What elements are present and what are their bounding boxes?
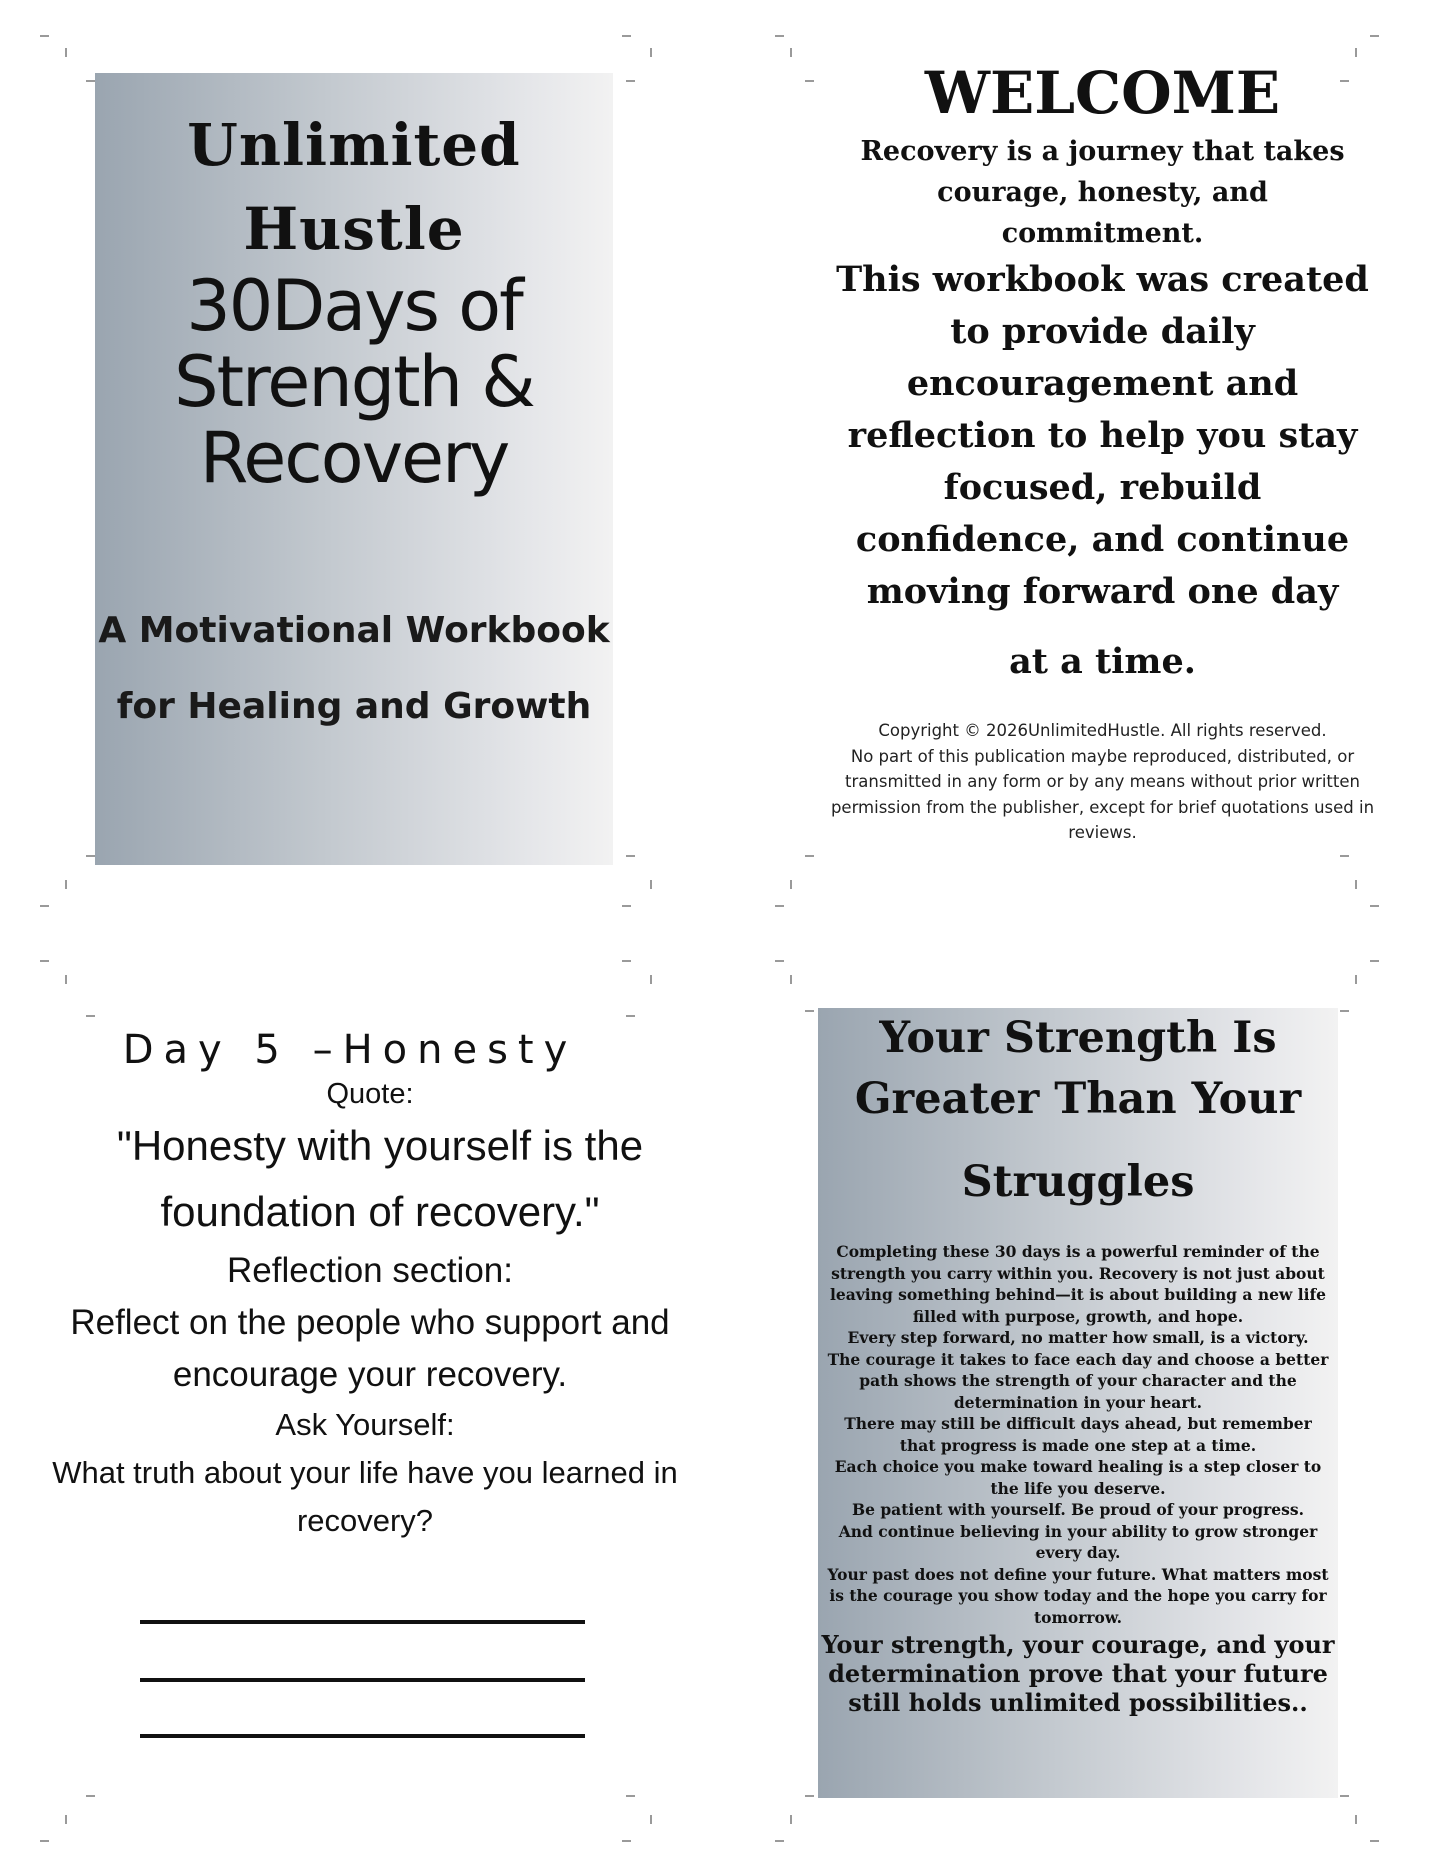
day-title: Day 5 –Honesty xyxy=(122,1027,578,1073)
strength-heading: Your Strength Is Greater Than Your xyxy=(854,1013,1302,1124)
cover-panel xyxy=(95,73,613,865)
strength-panel xyxy=(818,1008,1338,1798)
welcome-heading: WELCOME xyxy=(924,59,1281,127)
reflection-text: Reflect on the people who support and encourage your recovery. xyxy=(70,1303,670,1394)
strength-closing: Your strength, your courage, and your determination prove that your future still holds unlimited possibilities.. xyxy=(821,1630,1335,1717)
welcome-body-end: at a time. xyxy=(1009,641,1196,682)
quote-text: "Honesty with yourself is the foundation of recovery." xyxy=(116,1122,644,1235)
reflection-label: Reflection section: xyxy=(227,1251,513,1290)
day-panel xyxy=(52,1025,680,1825)
cover-title: 30Days of Strength & Recovery xyxy=(174,265,534,499)
copyright-notice: Copyright © 2026UnlimitedHustle. All rights reserved. No part of this publication maybe reproduced, distributed, or transmitted in any form or by any means without prior written permission from the publisher, except for brief quotations used in reviews. xyxy=(830,721,1375,842)
answer-line[interactable] xyxy=(140,1620,585,1624)
answer-line[interactable] xyxy=(140,1734,585,1738)
cover-brand: Unlimited Hustle xyxy=(187,111,521,263)
strength-body: Completing these 30 days is a powerful reminder of the strength you carry within you. Recovery is not just about leaving something behind—it is about building a new life filled with purpose, growth, and hope. Every step forward, no matter how small, is a victory. The courage it takes to face each day and choose a better path shows the strength of your character and the determination in your heart. There may still be difficult days ahead, but remember that progress is made one step at a time. Each choice you make toward healing is a step closer to the life you deserve. Be patient with yourself. Be proud of your progress. And continue believing in your ability to grow stronger every day. Your past does not define your future. What matters most is the courage you show today and the hope you carry for tomorrow. xyxy=(827,1242,1329,1627)
strength-heading-end: Struggles xyxy=(961,1157,1195,1207)
answer-line[interactable] xyxy=(140,1678,585,1682)
welcome-intro: Recovery is a journey that takes courage, honesty, and commitment. xyxy=(860,136,1345,249)
cover-subtitle: A Motivational Workbook for Healing and Growth xyxy=(98,610,610,727)
quote-label: Quote: xyxy=(326,1078,414,1110)
ask-prompt: What truth about your life have you learned in recovery? xyxy=(52,1455,678,1538)
welcome-panel xyxy=(830,55,1375,865)
welcome-body: This workbook was created to provide daily encouragement and reflection to help you stay focused, rebuild confidence, and continue moving forward one day xyxy=(836,259,1369,612)
ask-label: Ask Yourself: xyxy=(275,1407,455,1442)
